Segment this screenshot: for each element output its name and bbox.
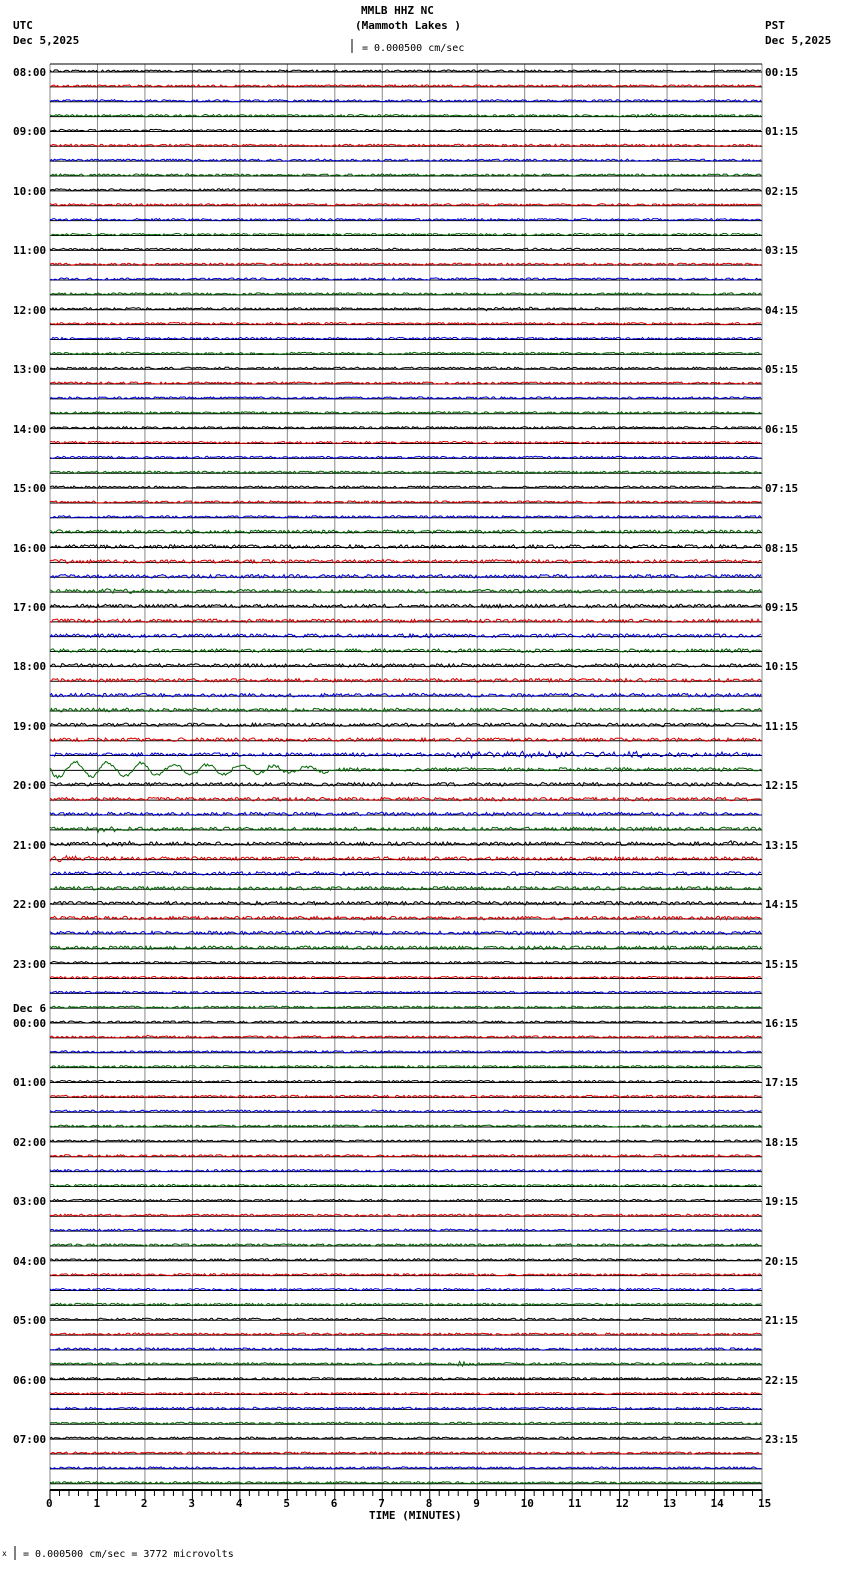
pst-hour-label: 03:15 [765,244,799,258]
utc-hour-label: 07:00 [13,1433,47,1447]
pst-hour-label: 05:15 [765,363,799,377]
x-axis-label: TIME (MINUTES) [369,1509,462,1522]
station-title: MMLB HHZ NC [361,4,434,17]
pst-hour-label: 00:15 [765,66,799,79]
x-tick-label: 10 [520,1497,534,1510]
utc-hour-label: 12:00 [13,303,47,317]
utc-hour-label: 09:00 [13,125,47,139]
pst-hour-label: 07:15 [765,482,799,496]
pst-hour-label: 21:15 [765,1314,799,1328]
x-tick-label: 0 [46,1497,53,1510]
x-tick-label: 14 [710,1497,724,1510]
pst-hour-label: 08:15 [765,541,799,555]
x-tick-label: 3 [188,1497,196,1510]
footer-scale-note: = 0.000500 cm/sec = 3772 microvolts [23,1549,234,1560]
seismic-trace [50,1095,761,1097]
left-timezone: UTC [13,19,33,32]
x-tick-label: 5 [283,1497,290,1510]
utc-hour-label: 22:00 [13,898,47,912]
utc-hour-label: 00:00 [13,1017,47,1031]
pst-hour-label: 10:15 [765,660,799,674]
utc-hour-label: 08:00 [13,66,47,79]
x-tick-label: 15 [758,1497,772,1510]
pst-hour-label: 13:15 [765,838,799,852]
left-date: Dec 5,2025 [13,34,80,47]
scale-label: = 0.000500 cm/sec [362,43,465,54]
utc-hour-label: 23:00 [13,957,47,971]
pst-hour-label: 15:15 [765,957,799,971]
location-title: (Mammoth Lakes ) [355,19,461,32]
x-tick-label: 12 [615,1497,629,1510]
utc-hour-label: 04:00 [13,1254,47,1268]
utc-hour-label: 05:00 [13,1314,47,1328]
pst-hour-label: 22:15 [765,1373,799,1387]
pst-hour-label: 01:15 [765,125,799,139]
utc-hour-label: 11:00 [13,244,47,258]
utc-hour-label: 10:00 [13,184,47,198]
right-timezone: PST [765,19,785,32]
utc-hour-label: 21:00 [13,838,47,852]
seismic-trace [50,1362,761,1367]
utc-hour-label: 18:00 [13,660,47,674]
utc-hour-label: 03:00 [13,1195,47,1209]
pst-hour-label: 14:15 [765,898,799,912]
pst-hour-label: 17:15 [765,1076,799,1090]
pst-hour-label: 11:15 [765,719,799,733]
date-change-label: Dec 6 [13,1002,47,1016]
seismic-trace [50,751,761,758]
pst-hour-label: 18:15 [765,1135,799,1149]
utc-hour-label: 01:00 [13,1076,47,1090]
utc-hour-label: 13:00 [13,363,47,377]
utc-hour-label: 19:00 [13,719,47,733]
utc-hour-label: 14:00 [13,422,47,436]
pst-hour-label: 12:15 [765,779,799,793]
pst-hour-label: 02:15 [765,184,799,198]
pst-hour-label: 09:15 [765,600,799,614]
x-tick-label: 13 [663,1497,677,1510]
pst-hour-label: 16:15 [765,1017,799,1031]
x-tick-label: 1 [93,1497,101,1510]
utc-hour-label: 15:00 [13,482,47,496]
x-tick-label: 2 [140,1497,148,1510]
x-tick-label: 4 [235,1497,243,1510]
x-tick-label: 8 [425,1497,433,1510]
pst-hour-label: 04:15 [765,303,799,317]
seismic-trace [50,1214,761,1216]
utc-hour-label: 06:00 [13,1373,47,1387]
utc-hour-label: 16:00 [13,541,47,555]
seismic-trace [50,761,761,778]
pst-hour-label: 20:15 [765,1254,799,1268]
seismic-trace [50,693,761,697]
utc-hour-label: 20:00 [13,779,47,793]
x-tick-label: 11 [568,1497,582,1510]
pst-hour-label: 19:15 [765,1195,799,1209]
x-tick-label: 6 [330,1497,338,1510]
pst-hour-label: 06:15 [765,422,799,436]
utc-hour-label: 02:00 [13,1135,47,1149]
x-tick-label: 9 [473,1497,480,1510]
footer-marker: x [2,1549,7,1558]
utc-hour-label: 17:00 [13,600,47,614]
seismic-trace [50,841,761,847]
right-date: Dec 5,2025 [765,34,832,47]
seismic-trace [50,589,761,594]
pst-hour-label: 23:15 [765,1433,799,1447]
seismic-trace [50,856,761,862]
x-tick-label: 7 [378,1497,385,1510]
